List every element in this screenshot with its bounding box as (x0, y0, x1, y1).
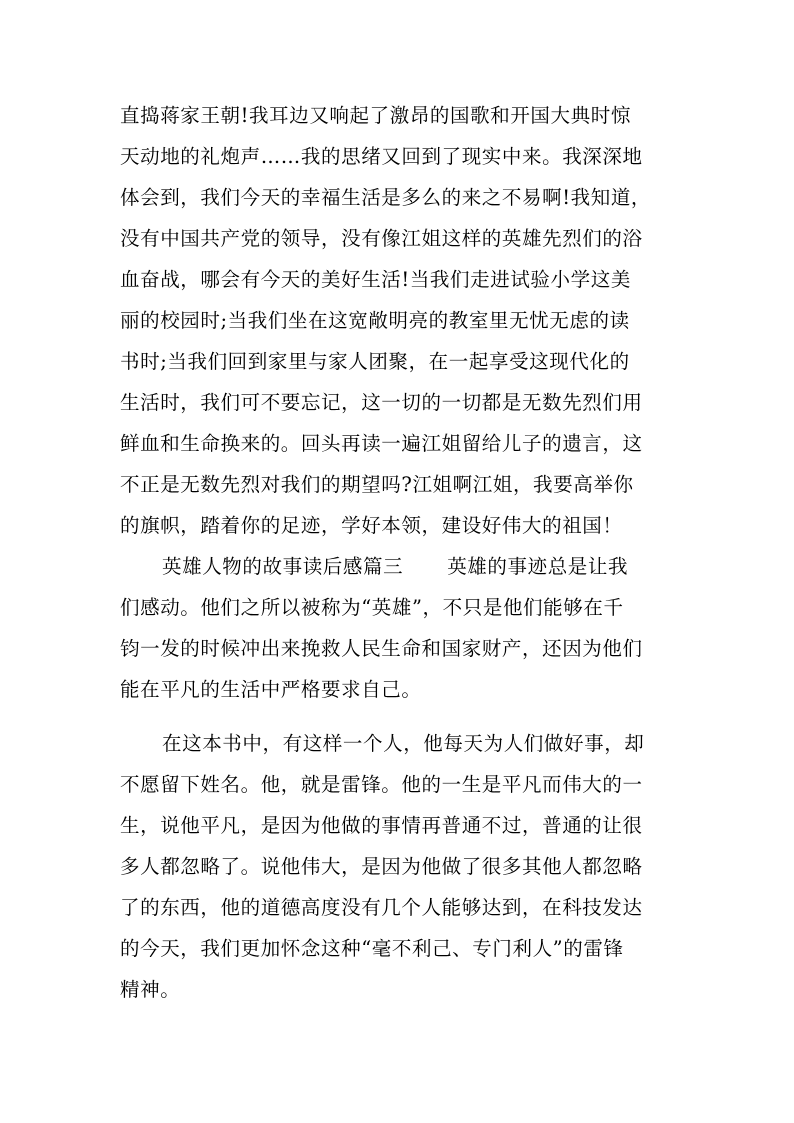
text-line: 精神。 (120, 978, 181, 1001)
section-heading: 英雄人物的故事读后感篇三 (162, 555, 404, 578)
text-line: 直捣蒋家王朝!我耳边又响起了激昂的国歌和开国大典时惊 (120, 104, 631, 127)
text-line: 钧一发的时候冲出来挽救人民生命和国家财产，还因为他们 (120, 637, 643, 660)
text-line: 们感动。他们之所以被称为“英雄”，不只是他们能够在千 (120, 596, 624, 619)
text-line: 没有中国共产党的领导，没有像江姐这样的英雄先烈们的浴 (120, 227, 643, 250)
text-line: 的今天，我们更加怀念这种“毫不利己、专门利人”的雷锋 (120, 937, 624, 960)
paragraph-first-line: 在这本书中，有这样一个人，他每天为人们做好事，却 (162, 732, 645, 755)
section-first-line-text: 英雄的事迹总是让我 (447, 555, 629, 578)
text-line: 生活时，我们可不要忘记，这一切的一切都是无数先烈们用 (120, 391, 643, 414)
text-line: 能在平凡的生活中严格要求自己。 (120, 678, 422, 701)
text-line: 书时;当我们回到家里与家人团聚，在一起享受这现代化的 (120, 350, 630, 373)
text-line: 丽的校园时;当我们坐在这宽敞明亮的教室里无忧无虑的读 (120, 309, 630, 332)
text-line: 不愿留下姓名。他，就是雷锋。他的一生是平凡而伟大的一 (120, 773, 643, 796)
text-line: 天动地的礼炮声……我的思绪又回到了现实中来。我深深地 (120, 145, 643, 168)
text-line: 不正是无数先烈对我们的期望吗?江姐啊江姐，我要高举你 (120, 473, 634, 496)
text-line: 的旗帜，踏着你的足迹，学好本领，建设好伟大的祖国！ (120, 514, 623, 537)
text-line: 体会到，我们今天的幸福生活是多么的来之不易啊!我知道， (120, 186, 652, 209)
text-line: 了的东西，他的道德高度没有几个人能够达到，在科技发达 (120, 896, 643, 919)
text-line: 鲜血和生命换来的。回头再读一遍江姐留给儿子的遗言，这 (120, 432, 643, 455)
text-line: 多人都忽略了。说他伟大，是因为他做了很多其他人都忽略 (120, 855, 643, 878)
text-line: 血奋战，哪会有今天的美好生活!当我们走进试验小学这美 (120, 268, 631, 291)
section-first-line (162, 550, 690, 584)
text-line: 生，说他平凡，是因为他做的事情再普通不过，普通的让很 (120, 814, 643, 837)
